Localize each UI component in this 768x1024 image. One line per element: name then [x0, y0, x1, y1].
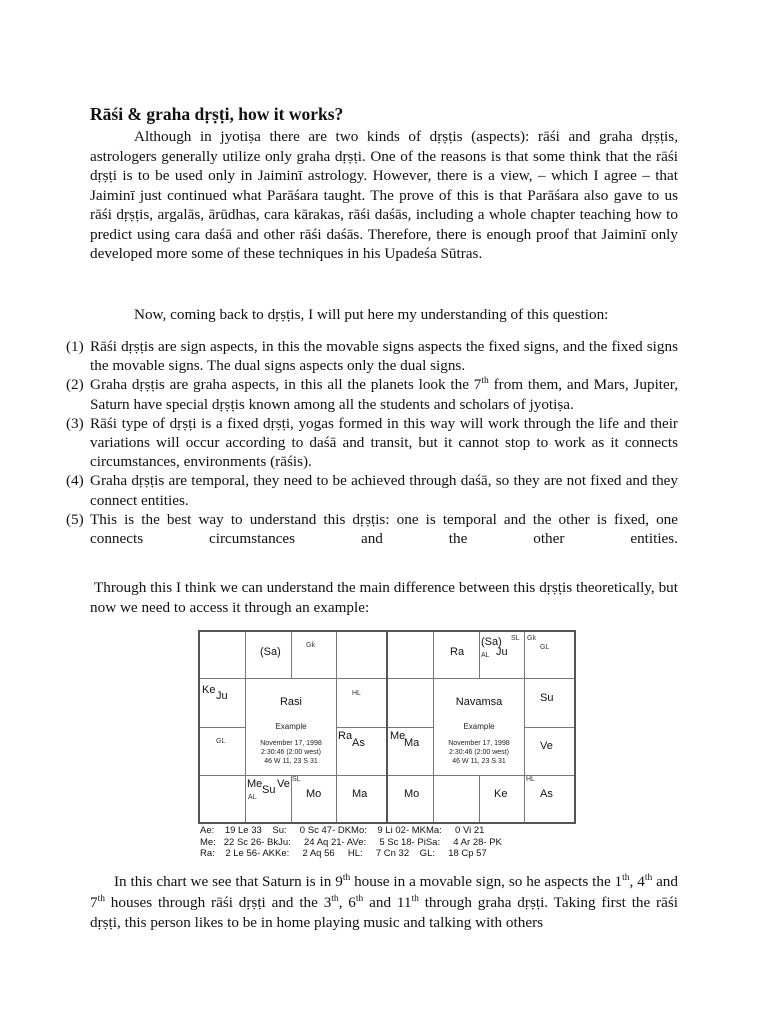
navamsa-title: Navamsa — [455, 696, 503, 708]
rasi-as: As — [352, 737, 365, 749]
rasi-ju: Ju — [216, 690, 228, 702]
nav-sa: (Sa) — [481, 636, 502, 648]
nav-gl: GL — [540, 644, 550, 651]
rasi-sub: Example — [275, 722, 307, 731]
navamsa-chart — [386, 630, 576, 824]
nav-ve: Ve — [540, 740, 553, 752]
rasi-gl: GL — [216, 738, 226, 745]
rasi-al: AL — [248, 794, 257, 801]
nav-mo: Mo — [404, 788, 420, 800]
list-item: (1) Rāśi dṛṣṭis are sign aspects, in this the movable signs aspects the fixed signs, and the fixed signs the movable signs. The dual signs aspects only the dual signs. — [66, 338, 678, 375]
table-row: Me: 22 Sc 26- BkJu: 24 Aq 21- AVe: 5 Sc 18- PiSa: 4 Ar 28- PK — [200, 836, 502, 848]
rasi-ra: Ra — [338, 730, 353, 742]
nav-ju: Ju — [496, 646, 508, 658]
rasi-title: Rasi — [279, 696, 302, 708]
planet-table — [200, 825, 502, 860]
nav-sl: SL — [511, 635, 520, 642]
lead-paragraph: Now, coming back to dṛṣṭis, I will put here my understanding of this question: — [134, 306, 609, 323]
rasi-su: Su — [262, 784, 276, 796]
rasi-coords: 46 W 11, 23 S 31 — [264, 758, 318, 765]
nav-hl: HL — [526, 776, 535, 783]
closing-paragraph: In this chart we see that Saturn is in 9th house in a movable sign, so he aspects the 1th, 4th and 7th houses through rāśi dṛṣṭi and the 3th, 6th and 11th through graha dṛṣṭi. Taking first the rāśi dṛṣṭi, this person likes to be in home playing music and talking with others — [90, 872, 678, 931]
navamsa-time: 2:30:46 (2:00 west) — [449, 749, 509, 756]
nav-as: As — [540, 788, 553, 800]
nav-al: AL — [481, 652, 490, 659]
rasi-hl: HL — [352, 690, 361, 697]
aspect-list — [66, 337, 678, 548]
rasi-mo: Mo — [306, 788, 322, 800]
rasi-ke: Ke — [202, 684, 216, 696]
rasi-chart — [198, 630, 388, 824]
nav-su: Su — [540, 692, 554, 704]
rasi-me: Me — [247, 778, 263, 790]
intro-paragraph: Although in jyotiṣa there are two kinds of dṛṣṭis (aspects): rāśi and graha dṛṣṭis, astrologers generally utilize only graha dṛṣṭi. One of the reasons is that some think that the rāśi dṛṣṭi is to be used only in Jaiminī astrology. However, there is a view, – which I agree – that Jaiminī just continued what Parāśara taught. The prove of this is that Parāśara also gave to us rāśi dṛṣṭis, argalās, ārūdhas, cara kārakas, rāśi daśās, including a whole chapter teaching how to predict using cara daśā and other rāśi daśās. Therefore, there is enough proof that Jaiminī only developed more some of these techniques in his Upadeśa Sūtras. — [90, 128, 678, 262]
rasi-time: 2:30:46 (2:00 west) — [261, 749, 321, 756]
nav-ma: Ma — [404, 737, 420, 749]
table-row: Ae: 19 Le 33 Su: 0 Sc 47- DKMo: 9 Li 02- MKMa: 0 Vi 21 — [200, 825, 485, 836]
navamsa-sub: Example — [463, 722, 495, 731]
list-item: (5) This is the best way to understand this dṛṣṭis: one is temporal and the other is fixed, one connects circumstances and the other entities. — [66, 510, 678, 548]
nav-ke: Ke — [494, 788, 508, 800]
navamsa-date: November 17, 1998 — [448, 740, 510, 747]
nav-ra: Ra — [450, 646, 465, 658]
rasi-gk: Gk — [306, 642, 315, 649]
list-item: (2) Graha dṛṣṭis are graha aspects, in this all the planets look the 7th from them, and Mars, Jupiter, Saturn have special dṛṣṭis known among all the students and scholars of jyotiṣa. — [66, 376, 678, 413]
page-title: Rāśi & graha dṛṣṭi, how it works? — [90, 104, 344, 124]
rasi-sl: SL — [292, 776, 301, 783]
list-item: (4) Graha dṛṣṭis are temporal, they need to be achieved through daśā, so they are not fixed and they connect entities. — [66, 472, 678, 509]
rasi-ve: Ve — [277, 778, 290, 790]
navamsa-coords: 46 W 11, 23 S 31 — [452, 758, 506, 765]
through-paragraph: Through this I think we can understand the main difference between this dṛṣṭis theoretically, but now we need to access it through an example: — [90, 579, 678, 616]
rasi-ma: Ma — [352, 788, 368, 800]
table-row: Ra: 2 Le 56- AKKe: 2 Aq 56 HL: 7 Cn 32 GL: 18 Cp 57 — [200, 848, 487, 859]
rasi-sa: (Sa) — [260, 646, 281, 658]
nav-gk: Gk — [527, 635, 536, 642]
rasi-date: November 17, 1998 — [260, 740, 322, 747]
list-item: (3) Rāśi type of dṛṣṭi is a fixed dṛṣṭi, yogas formed in this way will work through the life and their variations will occur according to daśā and transit, but it cannot stop to work as it connects circumstances, environments (rāśis). — [66, 414, 678, 471]
nav-me: Me — [390, 730, 406, 742]
